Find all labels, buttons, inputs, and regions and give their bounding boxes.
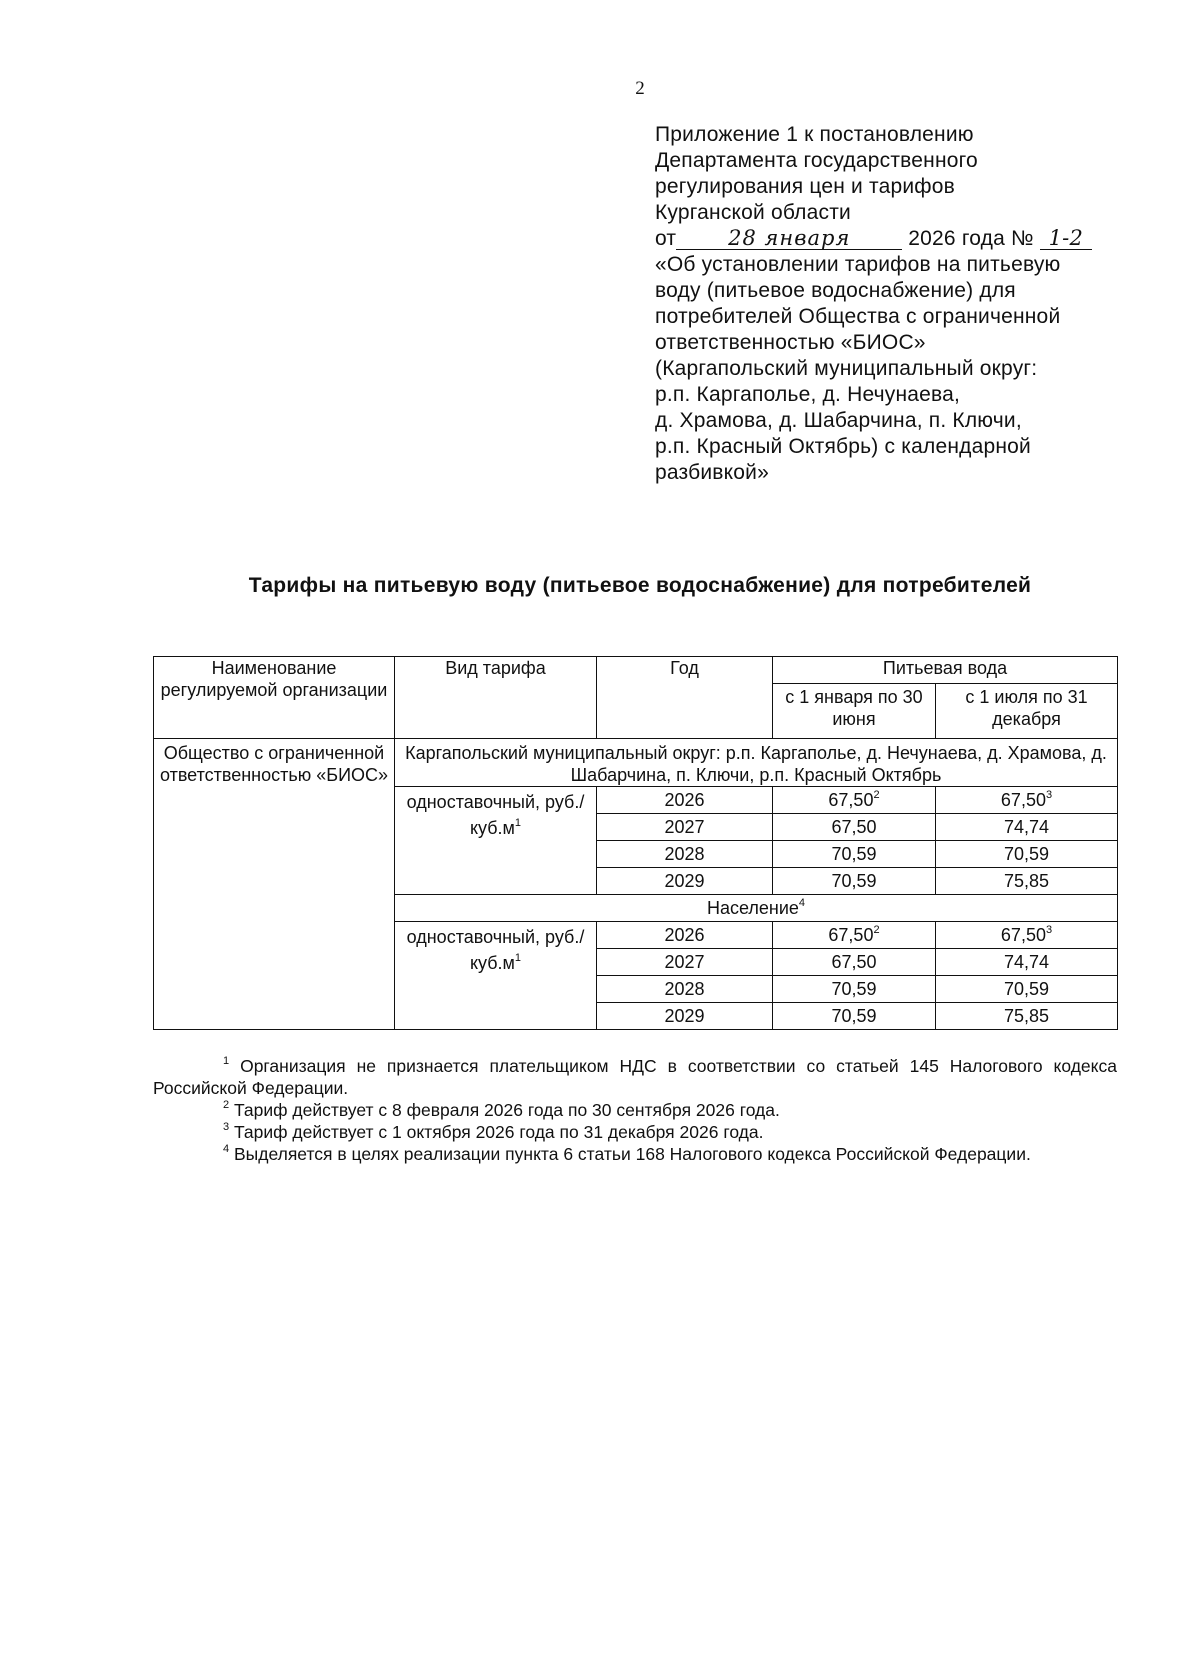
value-cell: 70,59 bbox=[936, 841, 1118, 868]
organization-cell: Общество с ограниченной ответственностью «БИОС» bbox=[154, 739, 395, 1030]
header-period-1: с 1 января по 30 июня bbox=[773, 684, 936, 739]
appendix-line: Приложение 1 к постановлению bbox=[655, 123, 974, 146]
appendix-title-line: д. Храмова, д. Шабарчина, п. Ключи, bbox=[655, 409, 1022, 432]
value-cell: 75,85 bbox=[936, 1003, 1118, 1030]
value-cell: 67,50$^2$ bbox=[773, 787, 936, 814]
appendix-line: Курганской области bbox=[655, 201, 851, 224]
appendix-title-line: разбивкой» bbox=[655, 461, 769, 484]
year-cell: 2026 bbox=[597, 787, 773, 814]
value-cell: 67,50 bbox=[773, 949, 936, 976]
year-cell: 2027 bbox=[597, 814, 773, 841]
value-cell: 70,59 bbox=[773, 1003, 936, 1030]
area-cell: Каргапольский муниципальный округ: р.п. Каргаполье, д. Нечунаева, д. Храмова, д. Шабарчина, п. Ключи, р.п. Красный Октябрь bbox=[395, 739, 1118, 787]
year-cell: 2029 bbox=[597, 868, 773, 895]
value-cell: 75,85 bbox=[936, 868, 1118, 895]
value-cell: 74,74 bbox=[936, 949, 1118, 976]
footnote-3: $^3$ Тариф действует с 1 октября 2026 года по 31 декабря 2026 года. bbox=[223, 1121, 764, 1142]
appendix-header bbox=[655, 122, 1195, 486]
header-year: Год bbox=[597, 657, 773, 739]
date-prefix: от bbox=[655, 227, 677, 250]
header-kind: Вид тарифа bbox=[395, 657, 597, 739]
handwritten-number: 1-2 bbox=[1040, 227, 1092, 250]
value-cell: 70,59 bbox=[773, 841, 936, 868]
handwritten-date: 28 января bbox=[676, 227, 902, 250]
year-cell: 2027 bbox=[597, 949, 773, 976]
appendix-line: регулирования цен и тарифов bbox=[655, 175, 955, 198]
footnotes bbox=[153, 1055, 1117, 1165]
year-cell: 2028 bbox=[597, 841, 773, 868]
year-cell: 2028 bbox=[597, 976, 773, 1003]
appendix-line: Департамента государственного bbox=[655, 149, 978, 172]
appendix-title-line: р.п. Каргаполье, д. Нечунаева, bbox=[655, 383, 961, 406]
year-cell: 2026 bbox=[597, 922, 773, 949]
tariff-table bbox=[153, 656, 1118, 1030]
tariff-kind-cell: одноставочный, $руб./куб.м^1$ bbox=[395, 922, 597, 1030]
appendix-date-line bbox=[655, 226, 1195, 252]
footnote-4: $^4$ Выделяется в целях реализации пункта 6 статьи 168 Налогового кодекса Российской Федерации. bbox=[223, 1143, 1031, 1164]
value-cell: 67,50$^3$ bbox=[936, 922, 1118, 949]
value-cell: 67,50 bbox=[773, 814, 936, 841]
appendix-title-line: ответственностью «БИОС» bbox=[655, 331, 926, 354]
tariff-kind-cell: одноставочный, $руб./куб.м^1$ bbox=[395, 787, 597, 895]
appendix-title-line: (Каргапольский муниципальный округ: bbox=[655, 357, 1038, 380]
value-cell: 74,74 bbox=[936, 814, 1118, 841]
appendix-title-line: потребителей Общества с ограниченной bbox=[655, 305, 1061, 328]
value-cell: 67,50$^2$ bbox=[773, 922, 936, 949]
header-water: Питьевая вода bbox=[773, 657, 1118, 684]
appendix-title-line: воду (питьевое водоснабжение) для bbox=[655, 279, 1016, 302]
year-cell: 2029 bbox=[597, 1003, 773, 1030]
footnote-2: $^2$ Тариф действует с 8 февраля 2026 года по 30 сентября 2026 года. bbox=[223, 1099, 780, 1120]
value-cell: 70,59 bbox=[936, 976, 1118, 1003]
appendix-title-line: р.п. Красный Октябрь) с календарной bbox=[655, 435, 1031, 458]
value-cell: 67,50$^3$ bbox=[936, 787, 1118, 814]
page-number: 2 bbox=[635, 78, 645, 99]
year-text: 2026 года № bbox=[908, 227, 1034, 250]
population-row: Население$^4$ bbox=[395, 895, 1118, 922]
footnote-1: $^1$ Организация не признается плательщиком НДС в соответствии со статьей 145 Налогового кодекса Российской Федерации. bbox=[153, 1055, 1117, 1098]
header-org: Наименование регулируемой организации bbox=[154, 657, 395, 739]
header-period-2: с 1 июля по 31 декабря bbox=[936, 684, 1118, 739]
document-title: Тарифы на питьевую воду (питьевое водоснабжение) для потребителей bbox=[248, 574, 1032, 597]
value-cell: 70,59 bbox=[773, 868, 936, 895]
appendix-title-line: «Об установлении тарифов на питьевую bbox=[655, 253, 1061, 276]
value-cell: 70,59 bbox=[773, 976, 936, 1003]
